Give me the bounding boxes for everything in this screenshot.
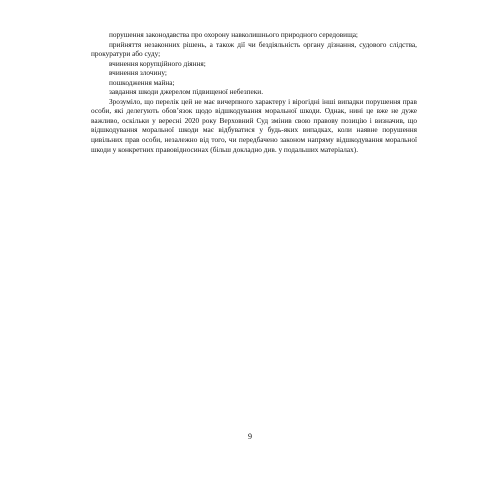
paragraph-supreme-court: Зрозуміло, що перелік цей не має вичерпного характеру і вірогідні інші випадки порушення прав особи, які делегують обов’язок щодо відшкодування моральної шкоди. Однак, нині це вже не дуже важливо, оскільки у вересні 2020 року Верховний Суд змінив свою правову позицію і визначив, що відшкодування моральної шкоди має відбуватися у будь-яких випадках, коли наявне порушення цивільних прав особи, незалежно від того, чи передбачено законом напряму відшкодування моральної шкоди у конкретних правовідносинах (більш докладно див. у подальших матеріалах).	[91, 96, 417, 154]
paragraph-crime: вчинення злочину;	[109, 68, 167, 78]
paragraph-corruption: вчинення корупційного діяння;	[109, 58, 206, 68]
paragraph-hazard-source: завдання шкоди джерелом підвищеної небезпеки.	[109, 87, 264, 97]
paragraph-property-damage: пошкодження майна;	[109, 77, 175, 87]
page-number: 9	[248, 432, 252, 441]
paragraph-environment-violation: порушення законодавства про охорону навколишнього природного середовища;	[109, 30, 358, 39]
body-text	[91, 30, 417, 154]
paragraph-unlawful-decisions: прийняття незаконних рішень, а також дії чи бездіяльність органу дізнання, судового слідства, прокуратури або суду;	[91, 39, 417, 59]
